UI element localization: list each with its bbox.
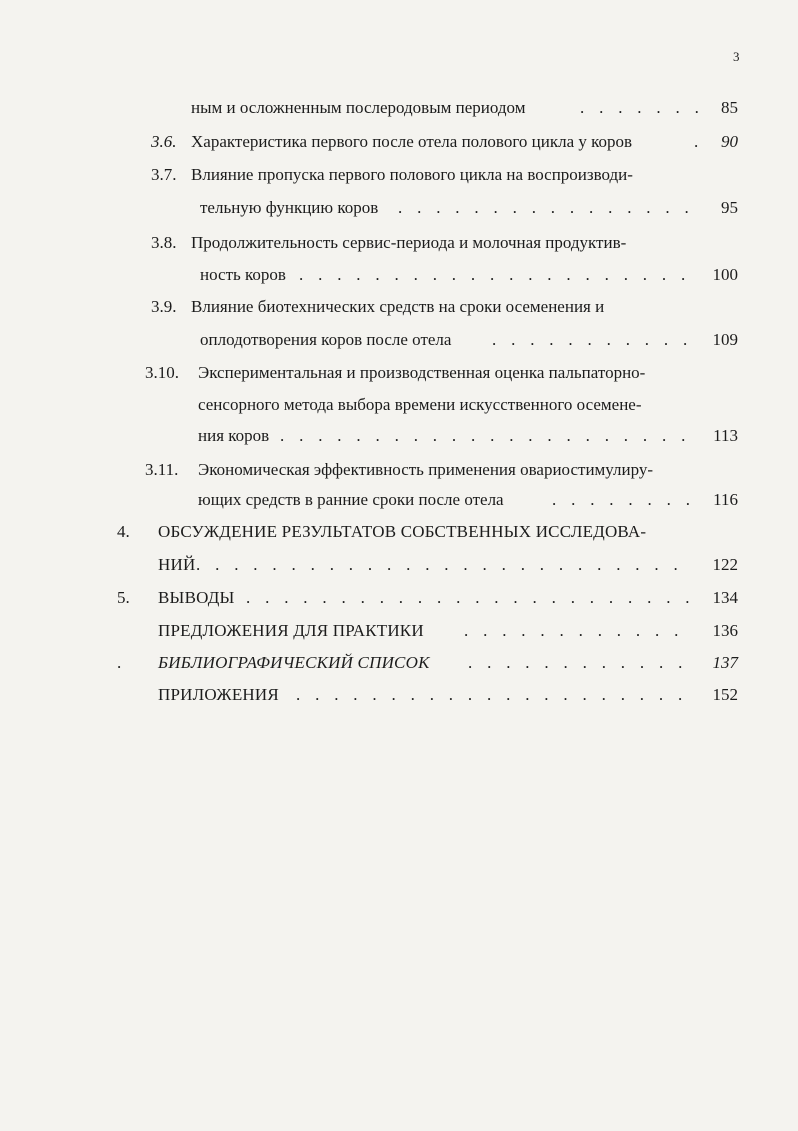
- toc-page-number: 137: [712, 653, 738, 672]
- toc-page-number: 113: [713, 426, 738, 445]
- toc-dot-leader: [552, 489, 700, 511]
- toc-page-number: 134: [712, 588, 738, 607]
- toc-page-number: 136: [712, 621, 738, 640]
- toc-section-number: 3.11.: [145, 460, 179, 479]
- toc-entry-line: Характеристика первого после отела полового цикла у коров: [191, 132, 633, 151]
- toc-section-number: 3.9.: [151, 297, 177, 316]
- toc-page-number: 122: [712, 555, 738, 574]
- toc-dot-leader: [468, 652, 694, 674]
- toc-entry-line: Влияние пропуска первого полового цикла на воспроизводи-: [191, 165, 633, 184]
- toc-entry-line: ПРЕДЛОЖЕНИЯ ДЛЯ ПРАКТИКИ: [158, 621, 424, 640]
- toc-entry-line: БИБЛИОГРАФИЧЕСКИЙ СПИСОК: [158, 653, 430, 672]
- toc-page-number: 90: [721, 132, 738, 151]
- toc-page-number: 95: [721, 198, 738, 217]
- toc-entry-line: ВЫВОДЫ: [158, 588, 235, 607]
- toc-entry-line: ПРИЛОЖЕНИЯ: [158, 685, 279, 704]
- toc-entry-line: Влияние биотехнических средств на сроки осеменения и: [191, 297, 605, 316]
- toc-chapter-number: .: [117, 653, 122, 672]
- toc-entry-line: Экономическая эффективность применения овариостимулиру-: [198, 460, 654, 479]
- toc-section-number: 3.6.: [151, 132, 177, 151]
- toc-entry-line: тельную функцию коров: [200, 198, 379, 217]
- toc-entry-line: ОБСУЖДЕНИЕ РЕЗУЛЬТАТОВ СОБСТВЕННЫХ ИССЛЕДОВА-: [158, 522, 647, 541]
- toc-entry-line: Экспериментальная и производственная оценка пальпаторно-: [198, 363, 646, 382]
- toc-dot-leader: [464, 620, 692, 642]
- toc-entry-line: ющих средств в ранние сроки после отела: [198, 490, 504, 509]
- toc-dot-leader: [296, 684, 694, 706]
- toc-page-number: 100: [712, 265, 738, 284]
- toc-dot-leader: [280, 425, 692, 447]
- toc-page-number: 85: [721, 98, 738, 117]
- toc-entry-line: ным и осложненным послеродовым периодом: [191, 98, 526, 117]
- toc-chapter-number: 5.: [117, 588, 130, 607]
- toc-entry-line: сенсорного метода выбора времени искусственного осемене-: [198, 395, 642, 414]
- toc-dot-leader: [580, 97, 698, 119]
- toc-entry-line: оплодотворения коров после отела: [200, 330, 452, 349]
- toc-dot-leader: [299, 264, 693, 286]
- toc-chapter-number: 4.: [117, 522, 130, 541]
- toc-page-number: 116: [713, 490, 738, 509]
- toc-section-number: 3.10.: [145, 363, 179, 382]
- toc-entry-line: ния коров: [198, 426, 270, 445]
- toc-section-number: 3.7.: [151, 165, 177, 184]
- toc-entry-line: Продолжительность сервис-периода и молочная продуктив-: [191, 233, 627, 252]
- toc-entry-line: ность коров: [200, 265, 286, 284]
- toc-dot-leader: [196, 554, 692, 576]
- toc-dot-leader: [492, 329, 692, 351]
- toc-entry-line: НИЙ: [158, 555, 196, 574]
- toc-dot-leader: [398, 197, 698, 219]
- toc-dot-leader: [246, 587, 694, 609]
- page-number: 3: [733, 49, 740, 64]
- toc-page-number: 152: [712, 685, 738, 704]
- toc-page-number: 109: [712, 330, 738, 349]
- toc-section-number: 3.8.: [151, 233, 177, 252]
